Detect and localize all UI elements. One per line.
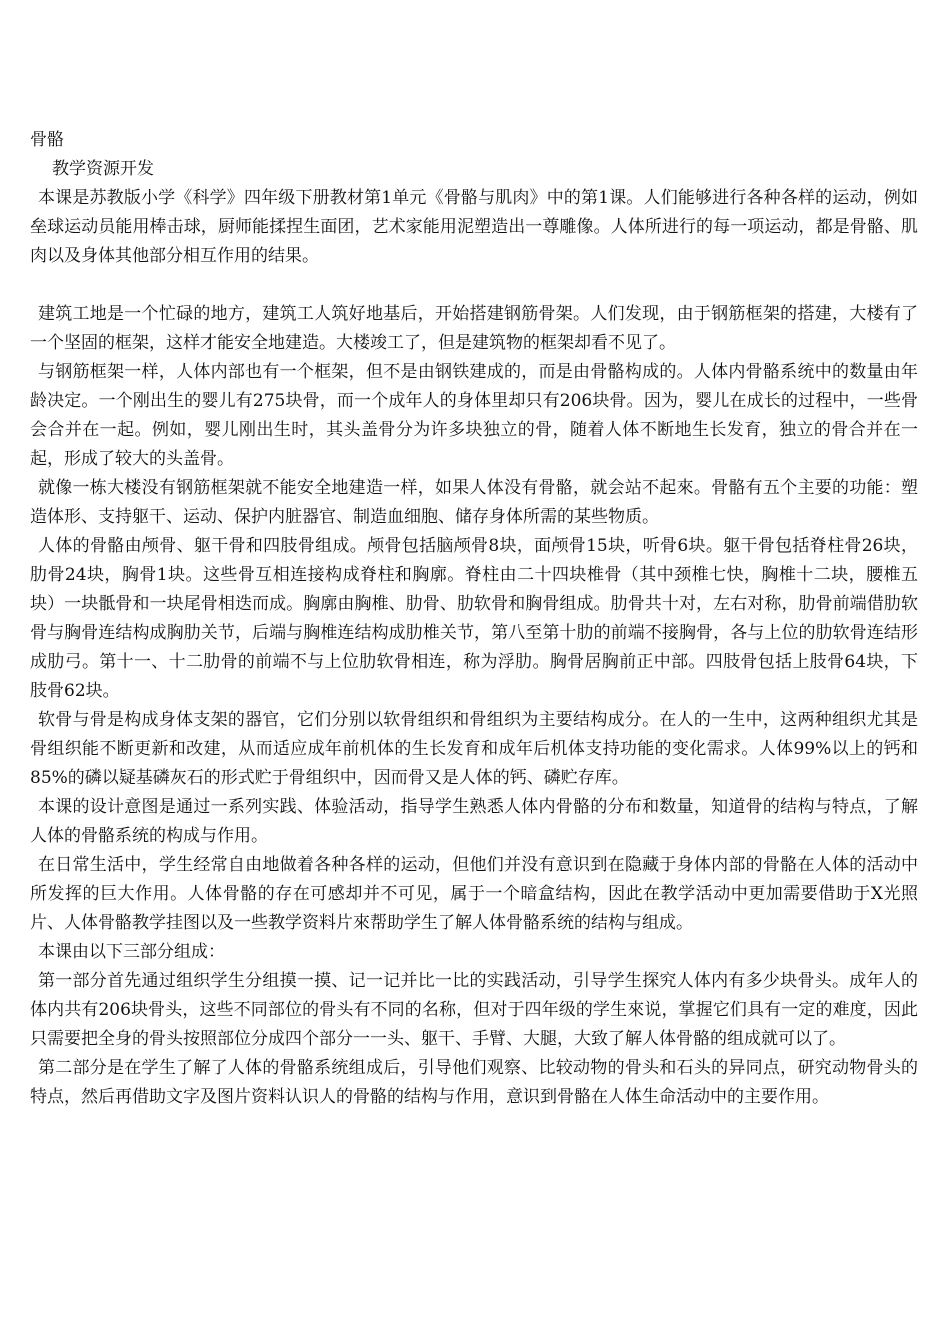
paragraph-intro: 本课是苏教版小学《科学》四年级下册教材第1单元《骨骼与肌肉》中的第1课。人们能够进行各种各样的运动，例如垒球运动员能用棒击球，厨师能揉捏生面团，艺术家能用泥塑造出一尊雕像。人体所进行的每一项运动，都是骨骼、肌肉以及身体其他部分相互作用的结果。 [30,188,918,266]
paragraph-cartilage: 软骨与骨是构成身体支架的器官，它们分别以软骨组织和骨组织为主要结构成分。在人的一生中，这两种组织尤其是骨组织能不断更新和改建，从而适应成年前机体的生长发育和成年后机体支持功能的变化需求。人体99%以上的钙和85%的磷以疑基磷灰石的形式贮于骨组织中，因而骨又是人体的钙、磷贮存库。 [30,710,918,788]
paragraph-part-two: 第二部分是在学生了解了人体的骨骼系统组成后，引导他们观察、比较动物的骨头和石头的异同点，研究动物骨头的特点，然后再借助文字及图片资料认识人的骨骼的结构与作用，意识到骨骼在人体生命活动中的主要作用。 [30,1058,918,1107]
document-page [30,126,918,1112]
paragraph-daily-life: 在日常生活中，学生经常自由地做着各种各样的运动，但他们并没有意识到在隐藏于身体内部的骨骼在人体的活动中所发挥的巨大作用。人体骨骼的存在可感却并不可见，属于一个暗盒结构，因此在教学活动中更加需要借助于X光照片、人体骨骼教学挂图以及一些教学资料片來帮助学生了解人体骨骼系统的结构与组成。 [30,855,918,933]
paragraph-construction: 建筑工地是一个忙碌的地方，建筑工人筑好地基后，开始搭建钢筋骨架。人们发现，由于钢筋框架的搭建，大楼有了一个坚固的框架，这样才能安全地建造。大楼竣工了，但是建筑物的框架却看不见了。 [30,304,918,353]
document-subtitle: 教学资源开发 [52,159,154,179]
document-title: 骨骼 [30,130,64,150]
paragraph-part-one: 第一部分首先通过组织学生分组摸一摸、记一记并比一比的实践活动，引导学生探究人体内有多少块骨头。成年人的体内共有206块骨头，这些不同部位的骨头有不同的名称，但对于四年级的学生來说，掌握它们具有一定的难度，因此只需要把全身的骨头按照部位分成四个部分一一头、躯干、手臂、大腿，大致了解人体骨骼的组成就可以了。 [30,971,918,1049]
paragraph-structure-intro: 本课由以下三部分组成： [38,942,225,962]
paragraph-functions: 就像一栋大楼没有钢筋框架就不能安全地建造一样，如果人体没有骨骼，就会站不起來。骨骼有五个主要的功能：塑造体形、支持躯干、运动、保护内脏器官、制造血细胞、储存身体所需的某些物质。 [30,478,918,527]
paragraph-body-frame: 与钢筋框架一样，人体内部也有一个框架，但不是由钢铁建成的，而是由骨骼构成的。人体内骨骼系统中的数量由年龄决定。一个刚出生的婴儿有275块骨，而一个成年人的身体里却只有206块骨。因为，婴儿在成长的过程中，一些骨会合并在一起。例如，婴儿刚出生时，其头盖骨分为许多块独立的骨，随着人体不断地生长发育，独立的骨合并在一起，形成了较大的头盖骨。 [30,362,918,469]
paragraph-design-intent: 本课的设计意图是通过一系列实践、体验活动，指导学生熟悉人体内骨骼的分布和数量，知道骨的结构与特点，了解人体的骨骼系统的构成与作用。 [30,797,918,846]
paragraph-skeleton-composition: 人体的骨骼由颅骨、躯干骨和四肢骨组成。颅骨包括脑颅骨8块，面颅骨15块，听骨6块。躯干骨包括脊柱骨26块，肋骨24块，胸骨1块。这些骨互相连接构成脊柱和胸廓。脊柱由二十四块椎骨（其中颈椎七快，胸椎十二块，腰椎五块）一块骶骨和一块尾骨相迭而成。胸廓由胸椎、肋骨、肋软骨和胸骨组成。肋骨共十对，左右对称，肋骨前端借肋软骨与胸骨连结构成胸肋关节，后端与胸椎连结构成肋椎关节，第八至第十肋的前端不接胸骨，各与上位的肋软骨连结形成肋弓。第十一、十二肋骨的前端不与上位肋软骨相连，称为浮肋。胸骨居胸前正中部。四肢骨包括上肢骨64块，下肢骨62块。 [30,536,918,701]
blank-line [30,271,918,300]
